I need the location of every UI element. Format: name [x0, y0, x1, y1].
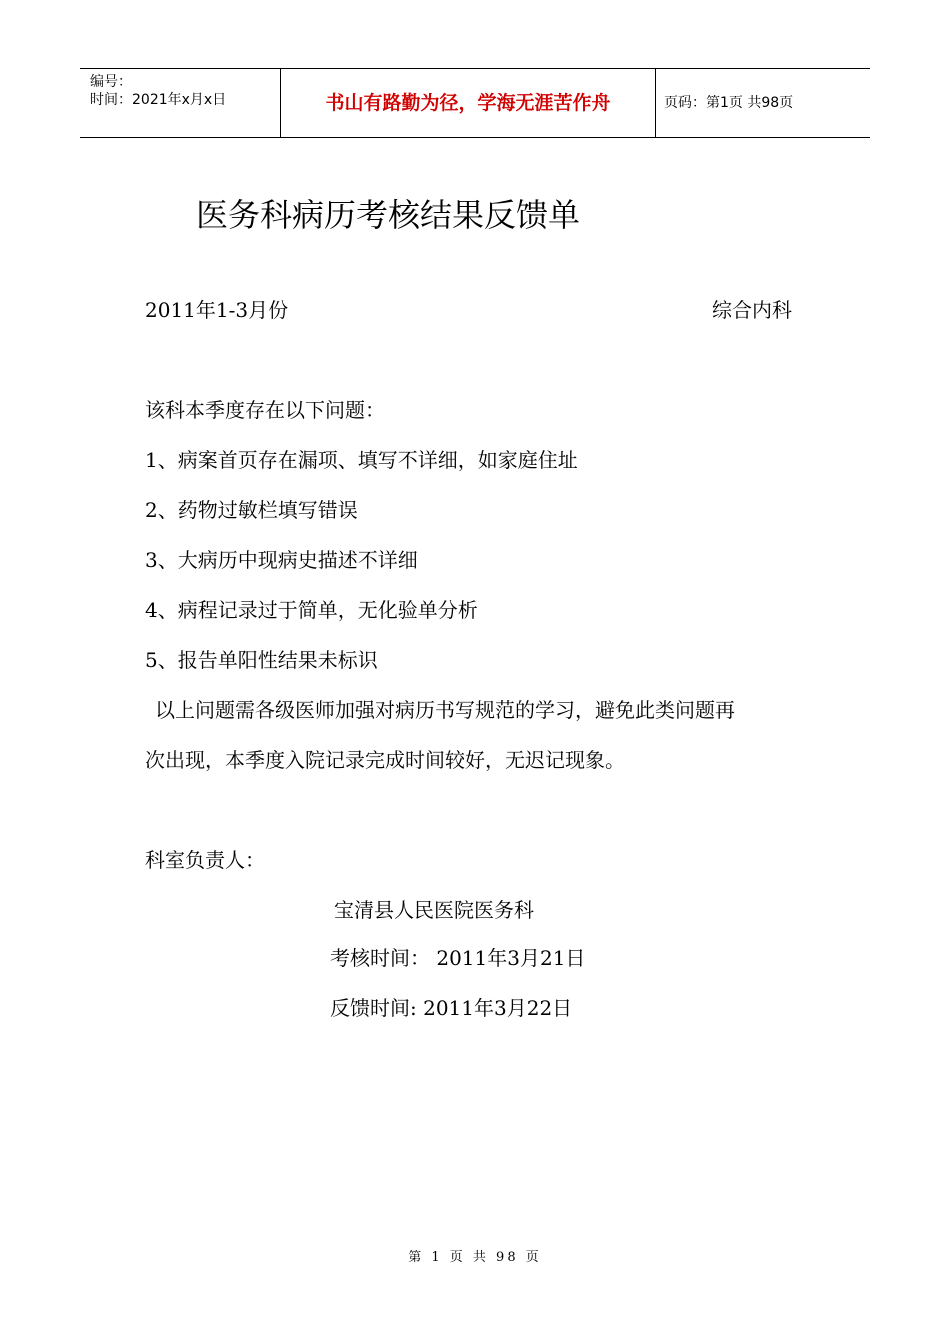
- page-header: [80, 68, 870, 138]
- review-time: 考核时间： 2011年3月21日: [330, 946, 586, 970]
- report-period: 2011年1-3月份: [145, 298, 289, 322]
- issue-item: 1、病案首页存在漏项、填写不详细，如家庭住址: [145, 448, 578, 472]
- issue-item: 4、病程记录过于简单，无化验单分析: [145, 598, 478, 622]
- feedback-time: 反馈时间: 2011年3月22日: [330, 996, 573, 1020]
- issue-item: 5、报告单阳性结果未标识: [145, 648, 378, 672]
- conclusion-text: 以上问题需各级医师加强对病历书写规范的学习，避免此类问题再: [155, 698, 735, 722]
- document-title: 医务科病历考核结果反馈单: [196, 196, 581, 234]
- page-footer: 第 1 页 共 98 页: [408, 1250, 542, 1265]
- header-slogan: 书山有路勤为径，学海无涯苦作舟: [280, 69, 656, 137]
- department-name: 综合内科: [712, 298, 792, 322]
- document-time-label: 时间：2021年x月x日: [90, 92, 227, 108]
- responsible-person-label: 科室负责人：: [145, 848, 265, 872]
- header-meta: [80, 69, 280, 137]
- issues-intro: 该科本季度存在以下问题：: [145, 398, 385, 422]
- issue-item: 2、药物过敏栏填写错误: [145, 498, 358, 522]
- document-number-label: 编号：: [90, 74, 132, 90]
- issuing-department: 宝清县人民医院医务科: [334, 898, 534, 922]
- issue-item: 3、大病历中现病史描述不详细: [145, 548, 418, 572]
- conclusion-text-continued: 次出现，本季度入院记录完成时间较好，无迟记现象。: [145, 748, 625, 772]
- header-page-info: 页码：第1页 共98页: [664, 95, 794, 111]
